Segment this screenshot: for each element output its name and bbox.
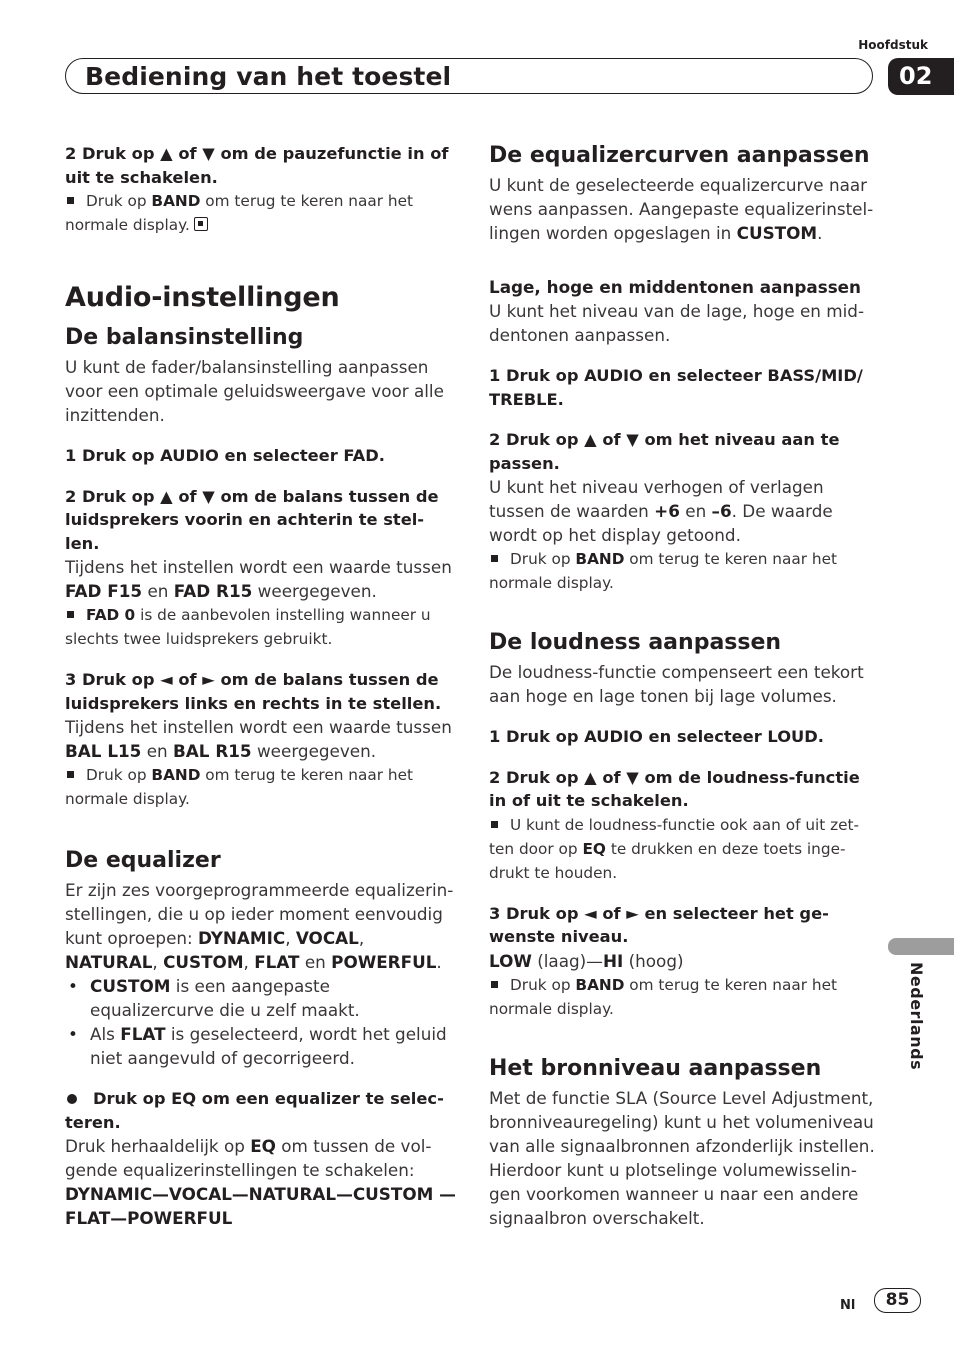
note-square-icon [491, 981, 498, 988]
equalizer-bullets [65, 974, 457, 1070]
heading-eq-curves: De equalizercurven aanpassen [489, 143, 870, 168]
chapter-label: Hoofdstuk [858, 38, 928, 52]
pause-step: 2 Druk op ▲ of ▼ om de pauzefunctie in of uit te schakelen. [65, 144, 449, 187]
section-heading-audio: Audio-instellingen [65, 282, 340, 313]
balance-step-3: 3 Druk op ◄ of ► om de balans tussen de luidsprekers links en rechts in te stellen. [65, 670, 442, 713]
lhm-step-2: 2 Druk op ▲ of ▼ om het niveau aan te passen. [489, 430, 840, 473]
side-language-label: Nederlands [907, 962, 926, 1071]
balance-step-1: 1 Druk op AUDIO en selecteer FAD. [65, 446, 385, 465]
balance-step-2: 2 Druk op ▲ of ▼ om de balans tussen de luidsprekers voorin en achterin te stel-len. [65, 486, 439, 553]
lhm-step-2-body: U kunt het niveau verhogen of verlagen tussen de waarden +6 en –6. De waarde wordt op het display getoond. [489, 477, 833, 545]
pause-note: Druk op BAND om terug te keren naar het normale display. [65, 192, 413, 234]
heading-loudness: De loudness aanpassen [489, 630, 782, 655]
note-square-icon [67, 197, 74, 204]
note-square-icon [67, 611, 74, 618]
loudness-step-3-note: Druk op BAND om terug te keren naar het normale display. [489, 975, 837, 1018]
heading-source-level: Het bronniveau aanpassen [489, 1055, 822, 1081]
heading-equalizer: De equalizer [65, 848, 221, 873]
left-column [65, 142, 457, 1230]
balance-step-3-note: Druk op BAND om terug te keren naar het normale display. [65, 766, 413, 808]
language-code: Nl [840, 1298, 856, 1313]
page-number: 85 [874, 1288, 921, 1313]
note-square-icon [491, 555, 498, 562]
balance-intro: U kunt de fader/balansinstelling aanpassen voor een optimale geluidsweergave voor alle inzittenden. [65, 357, 444, 425]
loudness-step-2: 2 Druk op ▲ of ▼ om de loudness-functie in of uit te schakelen. [489, 767, 860, 810]
equalizer-sequence: DYNAMIC—VOCAL—NATURAL—CUSTOM —FLAT—POWERFUL [65, 1184, 456, 1228]
end-mark-icon [194, 217, 208, 231]
low-high-mid-intro: U kunt het niveau van de lage, hoge en mid-dentonen aanpassen. [489, 301, 864, 345]
loudness-step-3: 3 Druk op ◄ of ► en selecteer het ge-wenste niveau. [489, 903, 829, 946]
source-level-body: Met de functie SLA (Source Level Adjustment, bronniveauregeling) kunt u het volumeniveau van alle signaalbronnen afzonderlijk instellen. Hierdoor kunt u plotselinge volumewisselin-gen voorkomen wanneer u naar een andere signaalbron overschakelt. [489, 1087, 875, 1228]
loudness-step-3-body: LOW (laag)—HI (hoog) [489, 950, 684, 971]
language-tab-marker [888, 938, 954, 955]
loudness-intro: De loudness-functie compenseert een tekort aan hoge en lage tonen bij lage volumes. [489, 662, 864, 706]
note-square-icon [67, 771, 74, 778]
chapter-title-box [65, 58, 873, 94]
loudness-step-2-note: U kunt de loudness-functie ook aan of uit zet-ten door op EQ te drukken en deze toets inge-drukt te houden. [489, 815, 860, 882]
right-column [489, 142, 881, 1230]
loudness-step-1: 1 Druk op AUDIO en selecteer LOUD. [489, 727, 824, 746]
list-item: • Als FLAT is geselecteerd, wordt het geluid niet aangevuld of gecorrigeerd. [65, 1022, 457, 1070]
equalizer-step-body: Druk herhaaldelijk op EQ om tussen de vol-gende equalizerinstellingen te schakelen: [65, 1136, 432, 1180]
balance-step-2-note: FAD 0 is de aanbevolen instelling wanneer u slechts twee luidsprekers gebruikt. [65, 606, 431, 648]
list-item: • CUSTOM is een aangepaste equalizercurve die u zelf maakt. [65, 974, 457, 1022]
bullet-dot-icon [67, 1094, 77, 1104]
chapter-number-badge: 02 [888, 58, 954, 95]
note-square-icon [491, 821, 498, 828]
equalizer-intro: Er zijn zes voorgeprogrammeerde equalizerin-stellingen, die u op ieder moment eenvoudig kunt oproepen: DYNAMIC, VOCAL, NATURAL, CUSTOM, FLAT en POWERFUL. [65, 880, 454, 972]
balance-step-3-body: Tijdens het instellen wordt een waarde tussen BAL L15 en BAL R15 weergegeven. [65, 717, 452, 761]
lhm-step-1: 1 Druk op AUDIO en selecteer BASS/MID/ TREBLE. [489, 366, 863, 409]
heading-balance: De balansinstelling [65, 325, 304, 350]
equalizer-step: Druk op EQ om een equalizer te selec-teren. [65, 1089, 444, 1132]
lhm-note: Druk op BAND om terug te keren naar het normale display. [489, 550, 837, 592]
eq-curves-intro: U kunt de geselecteerde equalizercurve naar wens aanpassen. Aangepaste equalizerinstel-lingen worden opgeslagen in CUSTOM. [489, 175, 874, 243]
balance-step-2-body: Tijdens het instellen wordt een waarde tussen FAD F15 en FAD R15 weergegeven. [65, 557, 452, 601]
chapter-title: Bediening van het toestel [85, 62, 452, 91]
heading-low-high-mid: Lage, hoge en middentonen aanpassen [489, 277, 862, 297]
